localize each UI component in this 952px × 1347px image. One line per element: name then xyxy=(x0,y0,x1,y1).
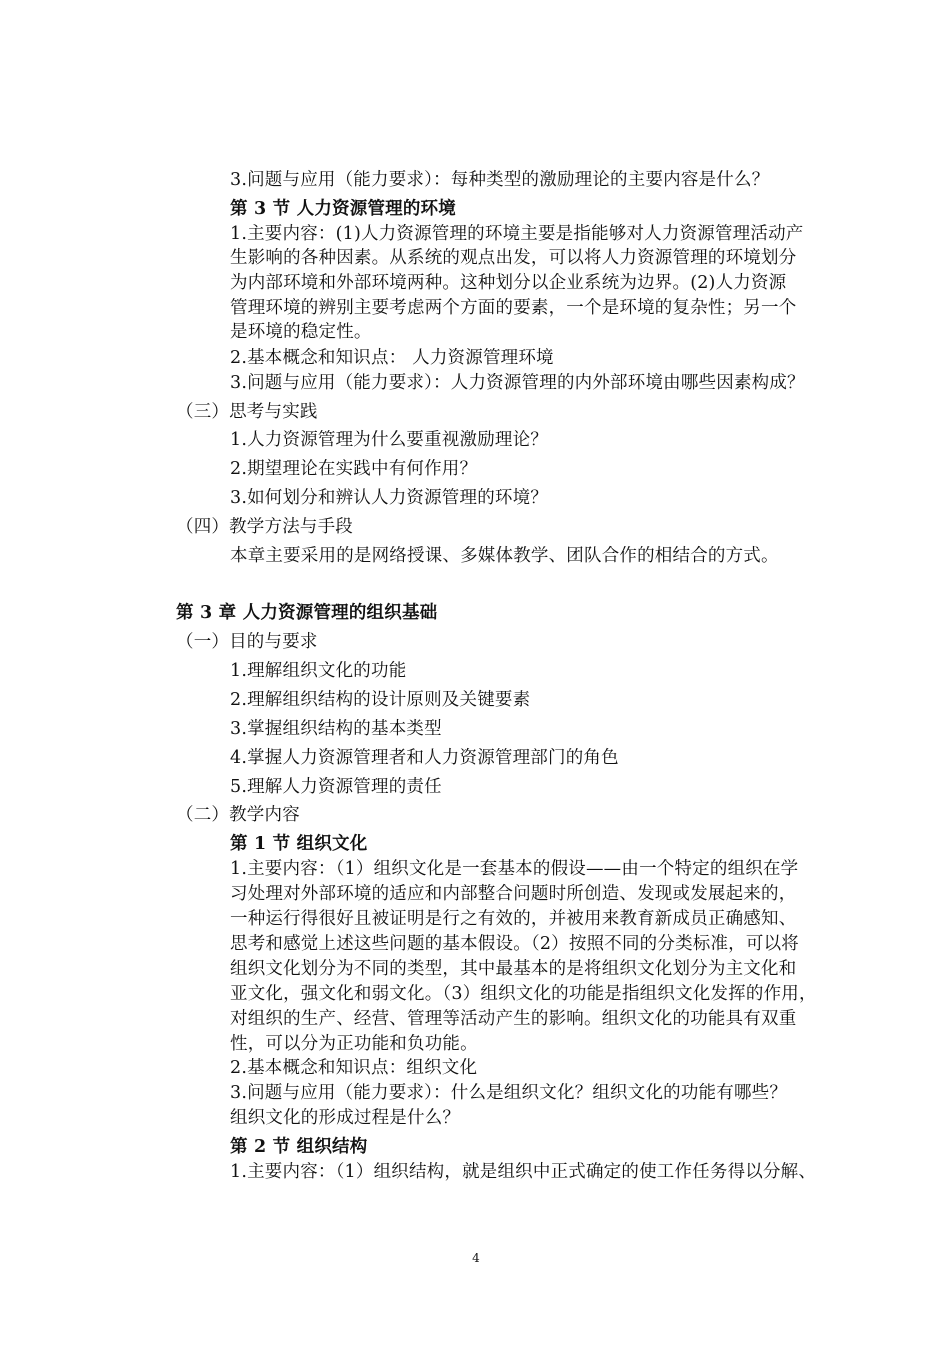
chapter-heading-3: 第 3 章 人力资源管理的组织基础 xyxy=(176,603,438,623)
text-line-37: 1.主要内容：（1）组织结构，就是组织中正式确定的使工作任务得以分解、 xyxy=(230,1162,817,1182)
text-line-6: 管理环境的辨别主要考虑两个方面的要素，一个是环境的复杂性；另一个 xyxy=(230,298,797,318)
text-line-1: 3.问题与应用（能力要求）：每种类型的激励理论的主要内容是什么？ xyxy=(230,170,770,190)
text-line-33: 2.基本概念和知识点：组织文化 xyxy=(230,1058,478,1078)
text-line-11: 1.人力资源管理为什么要重视激励理论？ xyxy=(230,430,548,450)
text-line-12: 2.期望理论在实践中有何作用？ xyxy=(230,459,478,479)
subsection-heading-goals: （一）目的与要求 xyxy=(176,632,318,652)
text-line-26: 习处理对外部环境的适应和内部整合问题时所创造、发现或发展起来的， xyxy=(230,884,797,904)
text-line-15: 本章主要采用的是网络授课、多媒体教学、团队合作的相结合的方式。 xyxy=(230,546,779,566)
text-line-13: 3.如何划分和辨认人力资源管理的环境？ xyxy=(230,488,548,508)
text-line-25: 1.主要内容：（1）组织文化是一套基本的假设——由一个特定的组织在学 xyxy=(230,859,799,879)
section-heading-3: 第 3 节 人力资源管理的环境 xyxy=(230,199,456,219)
text-line-7: 是环境的稳定性。 xyxy=(230,322,372,342)
text-line-18: 1.理解组织文化的功能 xyxy=(230,661,407,681)
text-line-31: 对组织的生产、经营、管理等活动产生的影响。组织文化的功能具有双重 xyxy=(230,1009,797,1029)
text-line-35: 组织文化的形成过程是什么？ xyxy=(230,1108,461,1128)
subsection-heading-method: （四）教学方法与手段 xyxy=(176,517,353,537)
subsection-heading-content: （二）教学内容 xyxy=(176,805,300,825)
page-number: 4 xyxy=(472,1251,480,1265)
section-heading-1: 第 1 节 组织文化 xyxy=(230,834,368,854)
text-line-3: 1.主要内容：(1)人力资源管理的环境主要是指能够对人力资源管理活动产 xyxy=(230,224,804,244)
text-line-30: 亚文化，强文化和弱文化。（3）组织文化的功能是指组织文化发挥的作用， xyxy=(230,984,817,1004)
text-line-21: 4.掌握人力资源管理者和人力资源管理部门的角色 xyxy=(230,748,619,768)
text-line-9: 3.问题与应用（能力要求）：人力资源管理的内外部环境由哪些因素构成？ xyxy=(230,373,805,393)
text-line-5: 为内部环境和外部环境两种。这种划分以企业系统为边界。(2)人力资源 xyxy=(230,273,787,293)
section-heading-2: 第 2 节 组织结构 xyxy=(230,1137,368,1157)
text-line-22: 5.理解人力资源管理的责任 xyxy=(230,777,442,797)
text-line-19: 2.理解组织结构的设计原则及关键要素 xyxy=(230,690,531,710)
text-line-34: 3.问题与应用（能力要求）：什么是组织文化？组织文化的功能有哪些？ xyxy=(230,1083,788,1103)
text-line-29: 组织文化划分为不同的类型，其中最基本的是将组织文化划分为主文化和 xyxy=(230,959,797,979)
text-line-28: 思考和感觉上述这些问题的基本假设。（2）按照不同的分类标准，可以将 xyxy=(230,934,799,954)
text-line-32: 性，可以分为正功能和负功能。 xyxy=(230,1034,478,1054)
subsection-heading-think: （三）思考与实践 xyxy=(176,402,318,422)
text-line-27: 一种运行得很好且被证明是行之有效的，并被用来教育新成员正确感知、 xyxy=(230,909,797,929)
text-line-4: 生影响的各种因素。从系统的观点出发，可以将人力资源管理的环境划分 xyxy=(230,248,797,268)
text-line-8: 2.基本概念和知识点： 人力资源管理环境 xyxy=(230,348,554,368)
text-line-20: 3.掌握组织结构的基本类型 xyxy=(230,719,442,739)
